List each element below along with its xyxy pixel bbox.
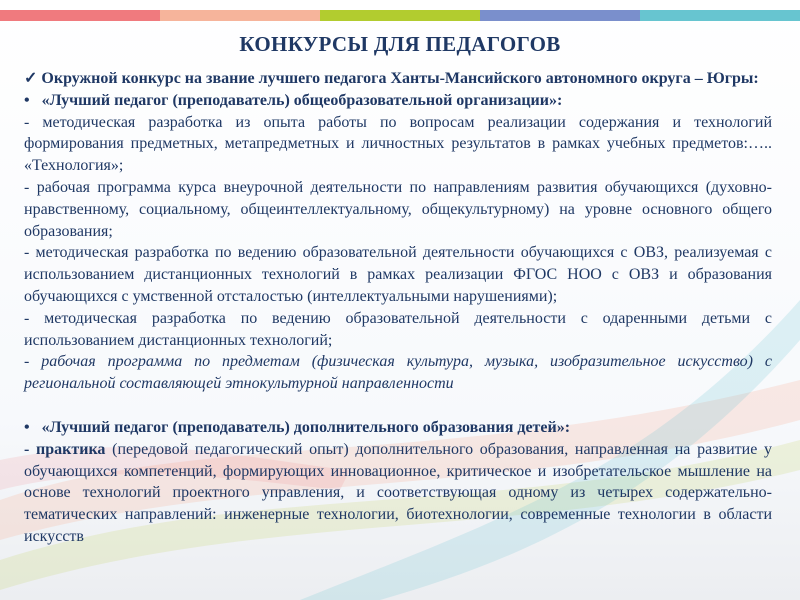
section1-heading bbox=[24, 90, 772, 112]
bullet-icon: • bbox=[24, 91, 30, 109]
section2-heading bbox=[24, 417, 772, 439]
stripe-peach bbox=[160, 10, 320, 21]
stripe-teal bbox=[640, 10, 800, 21]
list-item: - методическая разработка по ведению образовательной деятельности с одаренными детьми с использованием дистанционных технологий; bbox=[24, 309, 772, 349]
bullet-icon: • bbox=[24, 418, 30, 436]
bold-term: практика bbox=[36, 440, 106, 458]
intro-paragraph bbox=[24, 68, 772, 90]
stripe-pink bbox=[0, 10, 160, 21]
slide-content bbox=[24, 68, 772, 548]
list-item: - рабочая программа по предметам (физическая культура, музыка, изобразительное искусство) с региональной составляющей этнокультурной направленности bbox=[24, 353, 772, 393]
list-item: - методическая разработка по ведению образовательной деятельности обучающихся с ОВЗ, реализуемая с использованием дистанционных технологий в рамках реализации ФГОС НОО с ОВЗ и образования обучающихся с умственной отсталостью (интеллектуальными нарушениями); bbox=[24, 244, 772, 305]
dash: - bbox=[24, 440, 37, 458]
stripe-blue bbox=[480, 10, 640, 21]
list-item: - рабочая программа курса внеурочной деятельности по направлениям развития обучающихся (духовно-нравственному, социальному, общеинтеллектуальному, общекультурному) на уровне основного общего образования; bbox=[24, 178, 772, 240]
section1-text: «Лучший педагог (преподаватель) общеобразовательной организации»: bbox=[41, 91, 563, 109]
list-item bbox=[24, 439, 772, 548]
color-stripe-bar bbox=[0, 10, 800, 21]
intro-text: Окружной конкурс на звание лучшего педагога Ханты-Мансийского автономного округа – Югры: bbox=[41, 70, 759, 87]
stripe-green bbox=[320, 10, 480, 21]
slide-title: КОНКУРСЫ ДЛЯ ПЕДАГОГОВ bbox=[239, 32, 561, 56]
list-item-text: (передовой педагогический опыт) дополнительного образования, направленная на развитие у обучающихся компетенций, формирующих инновационное, критическое и изобретательское мышление на основе технологий проектного управления, и соответствующая одному из четырех содержательно-тематических направлений: инженерные технологии, биотехнологии, современные технологии в области искусств bbox=[24, 440, 772, 545]
list-item: - методическая разработка из опыта работы по вопросам реализации содержания и технологий формирования предметных, метапредметных и личностных результатов в рамках учебных предметов:….. «Технология»; bbox=[24, 113, 772, 175]
check-icon: ✓ bbox=[24, 70, 38, 87]
section2-text: «Лучший педагог (преподаватель) дополнительного образования детей»: bbox=[41, 418, 571, 436]
